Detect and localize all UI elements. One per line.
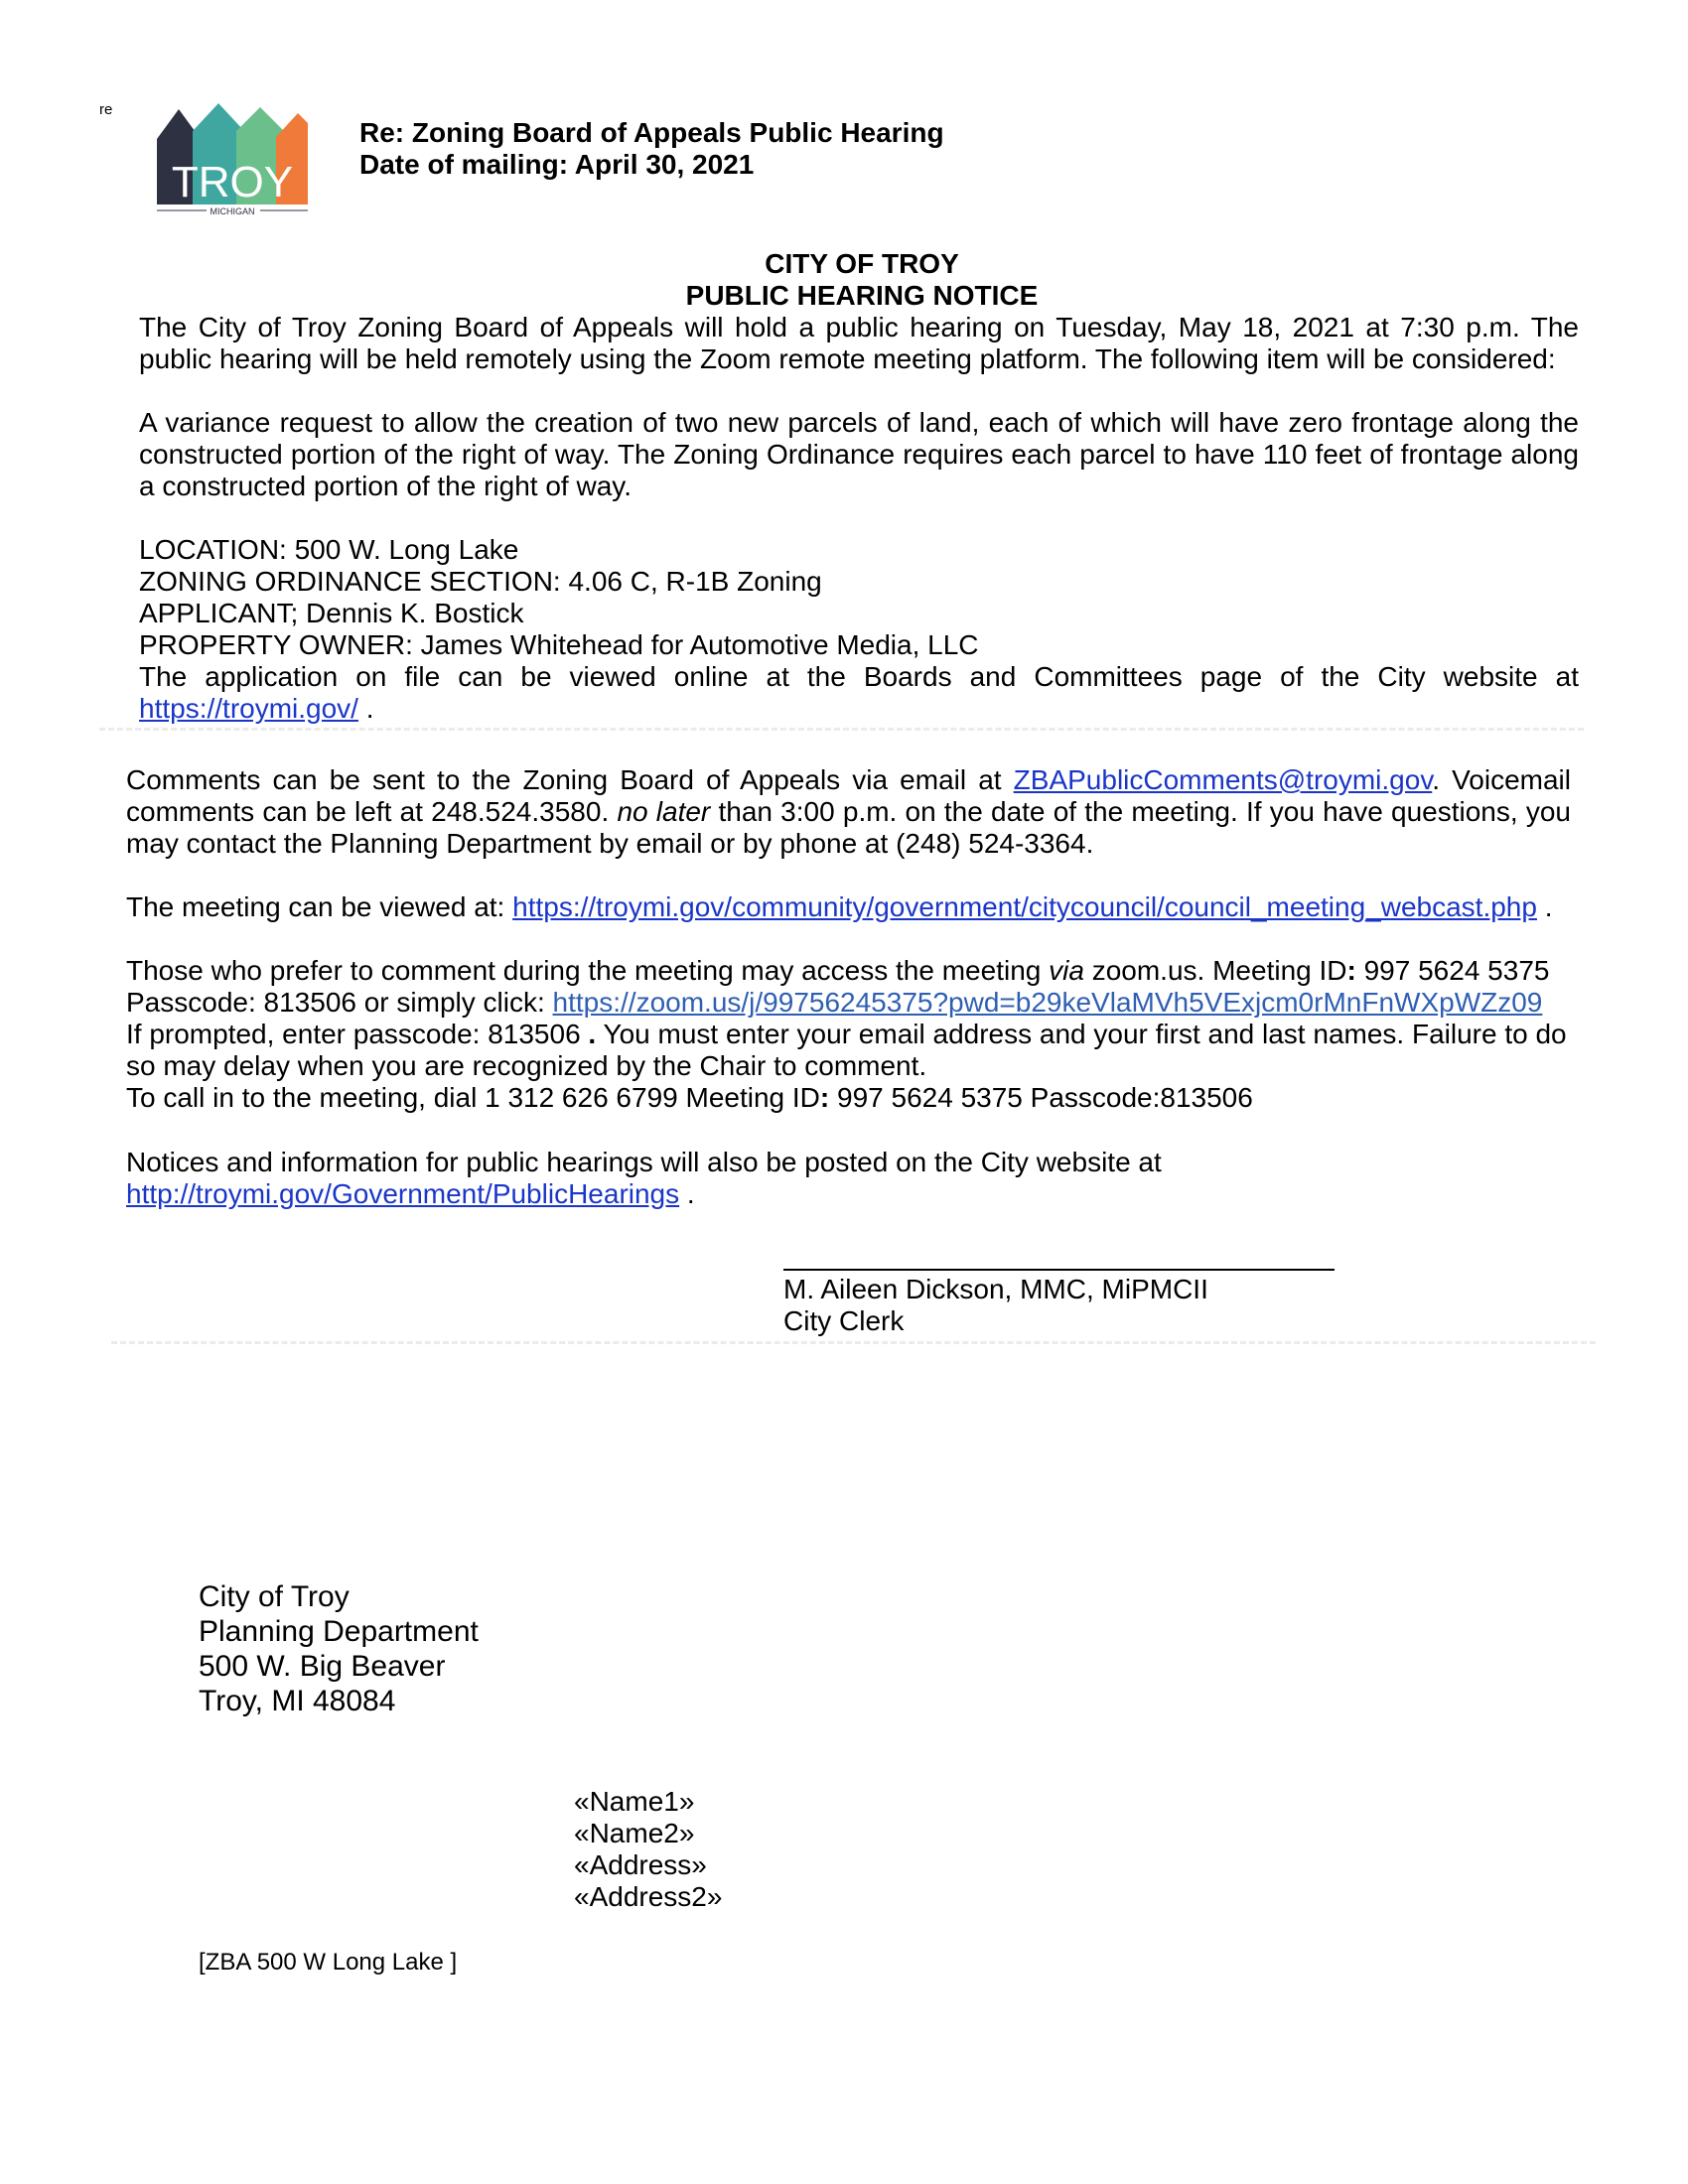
viewing-text: The meeting can be viewed at: xyxy=(126,891,513,922)
webcast-link[interactable]: https://troymi.gov/community/government/citycouncil/council_meeting_webcast.php xyxy=(512,891,1537,922)
recipient-line-4: «Address2» xyxy=(574,1881,723,1912)
viewing-end: . xyxy=(1536,891,1553,922)
return-line-1: City of Troy xyxy=(199,1580,350,1613)
zoom-text-1a: Those who prefer to comment during the meeting may access the meeting xyxy=(126,955,1050,986)
colon-2: : xyxy=(819,1082,830,1113)
zoom-line-3 xyxy=(126,1019,1576,1050)
recipient-line-1: «Name1» xyxy=(574,1786,695,1817)
notices-link-line xyxy=(126,1178,1576,1210)
zoom-text-5a: To call in to the meeting, dial 1 312 626 6799 Meeting ID xyxy=(126,1082,820,1113)
colon-1: : xyxy=(1346,955,1356,986)
zoom-text-1c: 997 5624 5375 xyxy=(1355,955,1550,986)
zoom-text-5b: 997 5624 5375 Passcode:813506 xyxy=(829,1082,1253,1113)
notices-block xyxy=(126,1147,1576,1210)
recipient-line-2: «Name2» xyxy=(574,1818,695,1848)
viewing-line xyxy=(126,891,1553,923)
applicant-line: APPLICANT; Dennis K. Bostick xyxy=(139,598,524,628)
notices-text: Notices and information for public hearings will also be posted on the City website at xyxy=(126,1147,1162,1177)
title-line-2: PUBLIC HEARING NOTICE xyxy=(685,280,1039,311)
notices-end: . xyxy=(679,1178,695,1209)
variance-paragraph: A variance request to allow the creation of two new parcels of land, each of which will have zero frontage along the constructed portion of the right of way. The Zoning Ordinance requires each parcel to have 110 feet of frontage along a constructed portion of the right of way. xyxy=(139,407,1579,501)
zba-email-link[interactable]: ZBAPublicComments@troymi.gov xyxy=(1013,764,1433,795)
troy-website-link[interactable]: https://troymi.gov/ xyxy=(139,693,358,724)
clerk-name: M. Aileen Dickson, MMC, MiPMCII xyxy=(783,1274,1208,1304)
mailing-date: Date of mailing: April 30, 2021 xyxy=(359,149,755,180)
corner-mark: re xyxy=(99,101,113,118)
zoom-text-3a: If prompted, enter passcode: 813506 xyxy=(126,1019,581,1049)
intro-paragraph: The City of Troy Zoning Board of Appeals will hold a public hearing on Tuesday, May 18, 2021 at 7:30 p.m. The public hearing will be held remotely using the Zoom remote meeting platform. The following item will be considered: xyxy=(139,312,1579,374)
return-line-2: Planning Department xyxy=(199,1615,479,1648)
clerk-title: City Clerk xyxy=(783,1305,905,1336)
comments-part-2: . Voicemail comments can be left at 248.524.3580. xyxy=(126,764,1571,827)
zoom-block xyxy=(126,955,1576,1114)
footer-reference: [ZBA 500 W Long Lake ] xyxy=(199,1949,458,1976)
owner-line: PROPERTY OWNER: James Whitehead for Automotive Media, LLC xyxy=(139,629,979,660)
signature-line xyxy=(783,1269,1335,1271)
zoom-text-2a: Passcode: 813506 or simply click: xyxy=(126,987,553,1018)
zoom-line-1 xyxy=(126,955,1576,987)
zoom-dot: . xyxy=(580,1019,597,1049)
application-link-line xyxy=(139,693,1579,725)
title-line-1: CITY OF TROY xyxy=(765,248,959,279)
comments-paragraph xyxy=(126,764,1571,860)
logo-word: TROY xyxy=(171,158,294,206)
logo-sub: MICHIGAN xyxy=(210,206,255,216)
zoom-line-5 xyxy=(126,1082,1576,1114)
hearing-details xyxy=(139,534,1579,725)
header-block xyxy=(359,117,944,181)
no-later-text: no later xyxy=(617,796,711,827)
comments-part-1: Comments can be sent to the Zoning Board of Appeals via email at xyxy=(126,764,1014,795)
zoom-meeting-link[interactable]: https://zoom.us/j/99756245375?pwd=b29keVlaMVh5VExjcm0rMnFnWXpWZz09 xyxy=(552,987,1543,1018)
troy-logo xyxy=(149,101,318,218)
divider-2 xyxy=(111,1341,1596,1344)
re-line: Re: Zoning Board of Appeals Public Hearing xyxy=(359,117,944,148)
location-line: LOCATION: 500 W. Long Lake xyxy=(139,534,519,565)
return-line-4: Troy, MI 48084 xyxy=(199,1685,396,1717)
comments-part-3: than 3:00 p.m. on the date of the meeting. If you have questions, you may contact the Planning Department by email or by phone at (248) 524-3364. xyxy=(126,796,1572,859)
public-hearings-link[interactable]: http://troymi.gov/Government/PublicHearings xyxy=(126,1178,680,1209)
return-address xyxy=(199,1579,479,1718)
troy-logo-graphic xyxy=(149,101,318,218)
recipient-address xyxy=(574,1786,722,1913)
divider-1 xyxy=(99,728,1584,731)
notice-title xyxy=(0,248,1688,312)
zoom-line-2 xyxy=(126,987,1576,1019)
application-paragraph xyxy=(139,661,1579,693)
section-line: ZONING ORDINANCE SECTION: 4.06 C, R-1B Zoning xyxy=(139,566,822,597)
zoom-line-4: so may delay when you are recognized by the Chair to comment. xyxy=(126,1050,927,1081)
application-text: The application on file can be viewed online at the Boards and Committees page of the City website at xyxy=(139,661,1579,692)
recipient-line-3: «Address» xyxy=(574,1849,707,1880)
via-text: via xyxy=(1049,955,1084,986)
zoom-text-3b: You must enter your email address and your first and last names. Failure to do xyxy=(596,1019,1567,1049)
return-line-3: 500 W. Big Beaver xyxy=(199,1650,446,1683)
application-end: . xyxy=(357,693,374,724)
signature-block xyxy=(783,1274,1208,1337)
zoom-text-1b: zoom.us. Meeting ID xyxy=(1083,955,1347,986)
